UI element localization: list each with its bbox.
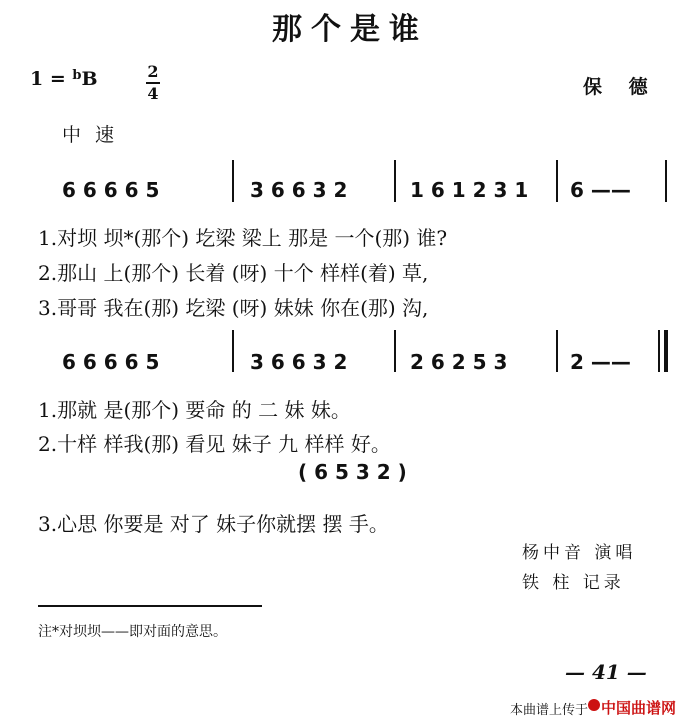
bar-line bbox=[394, 330, 396, 372]
tempo-marking: 中速 bbox=[62, 124, 129, 146]
measure-1: 6 6 6 6 5 bbox=[62, 350, 160, 374]
measure-3: 1 6 1 2 3 1 bbox=[410, 178, 529, 202]
recorder-credit: 铁 柱 记录 bbox=[522, 573, 625, 593]
bar-line bbox=[556, 160, 558, 202]
bar-line bbox=[665, 160, 667, 202]
measure-2: 3 6 6 3 2 bbox=[250, 178, 348, 202]
lyric-line: 2.那山 上(那个) 长着 (呀) 十个 样样(着) 草, bbox=[38, 261, 429, 285]
measure-3: 2 6 2 5 3 bbox=[410, 350, 508, 374]
measure-2: 3 6 6 3 2 bbox=[250, 350, 348, 374]
bar-line bbox=[232, 160, 234, 202]
final-bar-thick bbox=[664, 330, 668, 372]
key-signature: 1 = $^b$B bbox=[30, 68, 98, 90]
lyric-line: 3.心思 你要是 对了 妹子你就摆 摆 手。 bbox=[38, 512, 389, 536]
site-brand-link[interactable]: 中国曲谱网 bbox=[601, 699, 677, 717]
upload-notice: 本曲谱上传于 bbox=[510, 703, 589, 718]
bar-line bbox=[556, 330, 558, 372]
measure-1: 6 6 6 6 5 bbox=[62, 178, 160, 202]
page-title: 那个是谁 bbox=[272, 12, 428, 47]
footnote-divider bbox=[38, 605, 262, 607]
bar-line bbox=[394, 160, 396, 202]
region-label: 保 德 bbox=[583, 76, 658, 98]
singer-credit: 杨中音 演唱 bbox=[522, 543, 637, 563]
lyric-line: 1.那就 是(那个) 要命 的 二 妹 妹。 bbox=[38, 398, 351, 422]
bar-line bbox=[232, 330, 234, 372]
lyric-line: 3.哥哥 我在(那) 圪梁 (呀) 妹妹 你在(那) 沟, bbox=[38, 296, 429, 320]
alternate-notes: ( 6 5 3 2 ) bbox=[298, 460, 407, 484]
time-signature: 2 4 bbox=[147, 62, 159, 103]
page-number: — 41 — bbox=[565, 660, 647, 684]
final-bar-thin bbox=[658, 330, 660, 372]
footnote: 注*对坝坝——即对面的意思。 bbox=[38, 624, 227, 640]
lyric-line: 1.对坝 坝*(那个) 圪梁 梁上 那是 一个(那) 谁? bbox=[38, 226, 448, 250]
lyric-line: 2.十样 样我(那) 看见 妹子 九 样样 好。 bbox=[38, 432, 391, 456]
site-logo-icon bbox=[588, 699, 600, 711]
measure-4: 2 —— bbox=[570, 350, 631, 374]
measure-4: 6 —— bbox=[570, 178, 631, 202]
